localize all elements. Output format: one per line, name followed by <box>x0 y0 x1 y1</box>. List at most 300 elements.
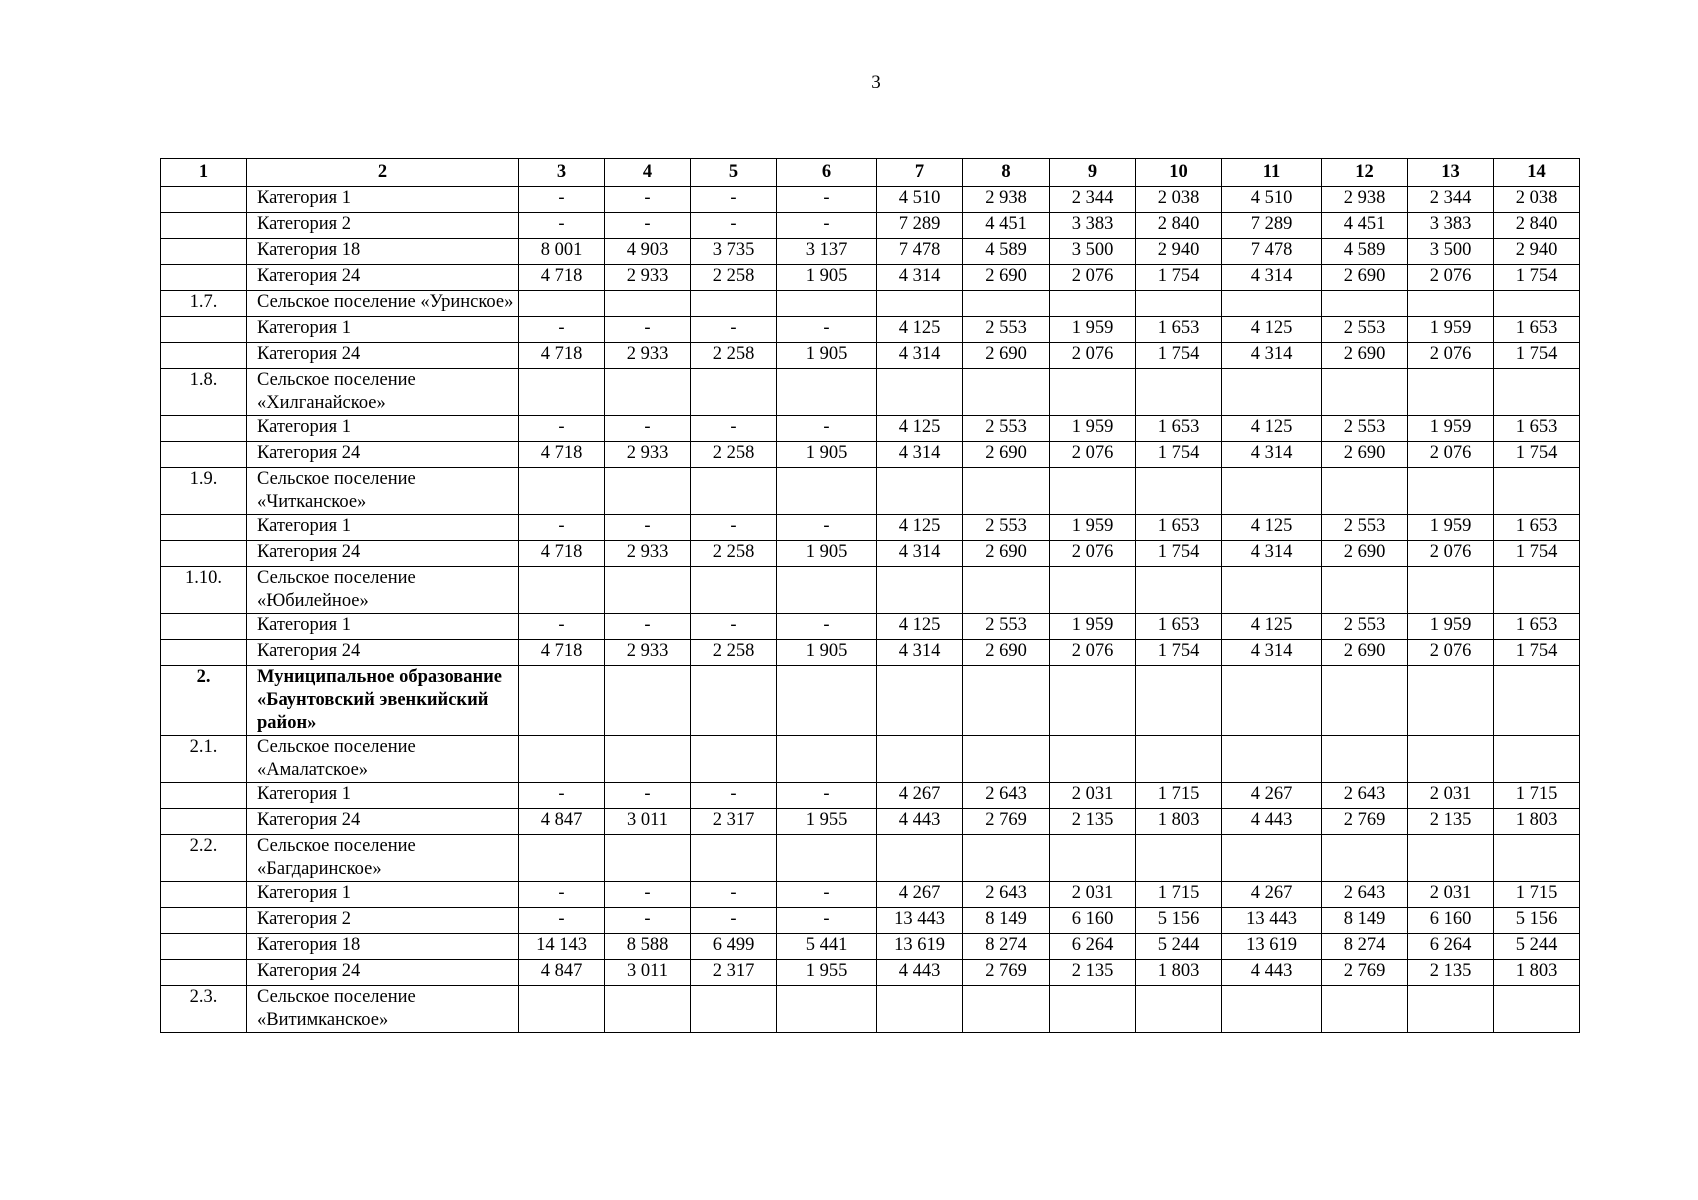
row-number <box>161 239 247 265</box>
value-cell: 2 553 <box>963 416 1050 442</box>
value-cell: 1 803 <box>1136 809 1222 835</box>
value-cell: 2 690 <box>1322 343 1408 369</box>
value-cell <box>777 369 877 416</box>
value-cell: 4 314 <box>1222 442 1322 468</box>
value-cell <box>1136 567 1222 614</box>
value-cell <box>1222 567 1322 614</box>
row-name: Категория 1 <box>247 515 519 541</box>
value-cell: 1 715 <box>1494 882 1580 908</box>
value-cell: - <box>605 515 691 541</box>
value-cell <box>691 835 777 882</box>
value-cell: - <box>691 187 777 213</box>
value-cell: 14 143 <box>519 934 605 960</box>
page-number: 3 <box>871 72 881 93</box>
value-cell: 4 847 <box>519 960 605 986</box>
value-cell: 2 258 <box>691 442 777 468</box>
row-name: Категория 18 <box>247 239 519 265</box>
value-cell: 1 715 <box>1494 783 1580 809</box>
value-cell <box>1222 736 1322 783</box>
value-cell <box>605 291 691 317</box>
value-cell <box>777 468 877 515</box>
value-cell: - <box>777 213 877 239</box>
row-number: 1.7. <box>161 291 247 317</box>
value-cell: 6 499 <box>691 934 777 960</box>
value-cell <box>1136 986 1222 1033</box>
value-cell: 2 076 <box>1408 640 1494 666</box>
table-row <box>161 614 1580 640</box>
row-number <box>161 614 247 640</box>
value-cell: 1 905 <box>777 541 877 567</box>
value-cell: 6 264 <box>1408 934 1494 960</box>
value-cell: 2 769 <box>1322 809 1408 835</box>
value-cell: 1 653 <box>1494 416 1580 442</box>
value-cell <box>519 468 605 515</box>
value-cell: 2 258 <box>691 541 777 567</box>
value-cell: 1 905 <box>777 442 877 468</box>
value-cell: 2 643 <box>963 783 1050 809</box>
value-cell: 2 076 <box>1050 265 1136 291</box>
row-name: Категория 2 <box>247 908 519 934</box>
row-name: Сельское поселение «Читканское» <box>247 468 519 515</box>
value-cell <box>1050 291 1136 317</box>
value-cell: 4 125 <box>1222 416 1322 442</box>
row-number <box>161 882 247 908</box>
value-cell: 2 690 <box>1322 442 1408 468</box>
column-header-8: 8 <box>963 159 1050 187</box>
table-row <box>161 986 1580 1033</box>
value-cell: 5 244 <box>1136 934 1222 960</box>
value-cell <box>519 736 605 783</box>
value-cell <box>777 567 877 614</box>
row-number: 1.10. <box>161 567 247 614</box>
value-cell: - <box>519 908 605 934</box>
value-cell: 1 653 <box>1136 515 1222 541</box>
value-cell <box>1222 986 1322 1033</box>
row-number: 2.1. <box>161 736 247 783</box>
table-row <box>161 369 1580 416</box>
value-cell <box>963 986 1050 1033</box>
value-cell <box>1050 666 1136 736</box>
value-cell <box>691 736 777 783</box>
value-cell: 1 959 <box>1050 515 1136 541</box>
value-cell: 1 754 <box>1136 640 1222 666</box>
value-cell: 3 383 <box>1050 213 1136 239</box>
row-name: Сельское поселение «Хилганайское» <box>247 369 519 416</box>
row-number <box>161 317 247 343</box>
value-cell <box>1050 835 1136 882</box>
value-cell: 1 754 <box>1494 442 1580 468</box>
value-cell: 13 619 <box>1222 934 1322 960</box>
value-cell: 2 933 <box>605 640 691 666</box>
value-cell: 2 076 <box>1408 442 1494 468</box>
row-name: Категория 24 <box>247 265 519 291</box>
value-cell <box>1136 835 1222 882</box>
value-cell: 2 769 <box>963 809 1050 835</box>
value-cell <box>1408 369 1494 416</box>
row-number <box>161 213 247 239</box>
row-name: Сельское поселение «Амалатское» <box>247 736 519 783</box>
value-cell <box>777 291 877 317</box>
row-number <box>161 809 247 835</box>
value-cell: 2 076 <box>1050 343 1136 369</box>
table-row <box>161 317 1580 343</box>
value-cell <box>963 567 1050 614</box>
value-cell: 2 031 <box>1050 882 1136 908</box>
value-cell: 4 125 <box>1222 317 1322 343</box>
value-cell: 1 653 <box>1494 317 1580 343</box>
value-cell <box>1222 835 1322 882</box>
value-cell: 2 940 <box>1494 239 1580 265</box>
table-row <box>161 187 1580 213</box>
column-header-7: 7 <box>877 159 963 187</box>
value-cell: - <box>519 882 605 908</box>
value-cell <box>691 369 777 416</box>
value-cell <box>1050 736 1136 783</box>
column-header-13: 13 <box>1408 159 1494 187</box>
value-cell: - <box>777 187 877 213</box>
value-cell: 2 940 <box>1136 239 1222 265</box>
value-cell: 1 955 <box>777 809 877 835</box>
table-row <box>161 809 1580 835</box>
value-cell: 2 076 <box>1408 265 1494 291</box>
value-cell: - <box>691 317 777 343</box>
value-cell: - <box>519 515 605 541</box>
value-cell: 1 959 <box>1408 416 1494 442</box>
value-cell: - <box>519 213 605 239</box>
value-cell: 1 754 <box>1494 541 1580 567</box>
table-row <box>161 835 1580 882</box>
value-cell: 1 754 <box>1136 343 1222 369</box>
value-cell: 13 443 <box>1222 908 1322 934</box>
value-cell: 4 267 <box>877 882 963 908</box>
value-cell: 8 274 <box>1322 934 1408 960</box>
value-cell: 13 619 <box>877 934 963 960</box>
value-cell <box>963 369 1050 416</box>
value-cell: 2 076 <box>1408 541 1494 567</box>
value-cell: 2 317 <box>691 960 777 986</box>
value-cell: 1 754 <box>1494 343 1580 369</box>
value-cell <box>691 666 777 736</box>
value-cell <box>1494 986 1580 1033</box>
value-cell <box>777 986 877 1033</box>
row-name: Сельское поселение «Багдаринское» <box>247 835 519 882</box>
value-cell <box>1050 468 1136 515</box>
table-row <box>161 265 1580 291</box>
value-cell: 2 553 <box>1322 515 1408 541</box>
value-cell: 4 443 <box>877 809 963 835</box>
value-cell: 2 553 <box>963 515 1050 541</box>
table-row <box>161 934 1580 960</box>
value-cell <box>1408 835 1494 882</box>
value-cell: 2 643 <box>963 882 1050 908</box>
value-cell: 2 769 <box>963 960 1050 986</box>
value-cell: 2 031 <box>1408 783 1494 809</box>
value-cell <box>963 468 1050 515</box>
value-cell: 1 754 <box>1494 640 1580 666</box>
value-cell <box>1408 291 1494 317</box>
value-cell: 7 289 <box>877 213 963 239</box>
row-number <box>161 783 247 809</box>
value-cell <box>877 468 963 515</box>
value-cell <box>877 835 963 882</box>
row-number: 2.2. <box>161 835 247 882</box>
value-cell <box>605 666 691 736</box>
value-cell <box>877 291 963 317</box>
row-number <box>161 640 247 666</box>
value-cell: 2 690 <box>963 640 1050 666</box>
value-cell <box>1136 369 1222 416</box>
value-cell: 2 031 <box>1408 882 1494 908</box>
value-cell: 1 653 <box>1494 614 1580 640</box>
row-name: Категория 24 <box>247 960 519 986</box>
table-row <box>161 515 1580 541</box>
row-name: Категория 24 <box>247 809 519 835</box>
value-cell <box>877 567 963 614</box>
table-row <box>161 213 1580 239</box>
value-cell <box>519 369 605 416</box>
row-name: Категория 1 <box>247 317 519 343</box>
value-cell: 13 443 <box>877 908 963 934</box>
value-cell: 3 735 <box>691 239 777 265</box>
row-name: Сельское поселение «Уринское» <box>247 291 519 317</box>
value-cell <box>1494 291 1580 317</box>
value-cell: 1 653 <box>1136 317 1222 343</box>
value-cell <box>1408 567 1494 614</box>
value-cell: 2 031 <box>1050 783 1136 809</box>
value-cell: 2 135 <box>1408 809 1494 835</box>
value-cell <box>605 468 691 515</box>
value-cell: 3 500 <box>1408 239 1494 265</box>
value-cell: 8 001 <box>519 239 605 265</box>
value-cell: 1 754 <box>1136 265 1222 291</box>
value-cell: - <box>691 882 777 908</box>
value-cell: 4 314 <box>877 640 963 666</box>
value-cell: 2 690 <box>1322 541 1408 567</box>
value-cell <box>777 666 877 736</box>
column-header-9: 9 <box>1050 159 1136 187</box>
value-cell <box>691 291 777 317</box>
value-cell: 2 553 <box>963 317 1050 343</box>
row-name: Категория 18 <box>247 934 519 960</box>
value-cell: - <box>519 416 605 442</box>
value-cell <box>963 666 1050 736</box>
value-cell: 2 553 <box>1322 416 1408 442</box>
value-cell: - <box>519 783 605 809</box>
row-name: Категория 24 <box>247 541 519 567</box>
value-cell: 6 160 <box>1050 908 1136 934</box>
value-cell <box>519 835 605 882</box>
value-cell: 2 135 <box>1408 960 1494 986</box>
value-cell: 5 156 <box>1494 908 1580 934</box>
row-number <box>161 265 247 291</box>
value-cell: 4 267 <box>1222 783 1322 809</box>
value-cell <box>519 291 605 317</box>
value-cell: - <box>519 614 605 640</box>
value-cell <box>1222 291 1322 317</box>
value-cell <box>519 986 605 1033</box>
value-cell: - <box>777 317 877 343</box>
row-name: Категория 1 <box>247 783 519 809</box>
value-cell <box>877 369 963 416</box>
value-cell <box>1050 567 1136 614</box>
value-cell: 4 314 <box>877 442 963 468</box>
table-row <box>161 239 1580 265</box>
value-cell: - <box>691 213 777 239</box>
value-cell <box>1322 835 1408 882</box>
table-row <box>161 416 1580 442</box>
value-cell <box>877 736 963 783</box>
value-cell: 3 011 <box>605 809 691 835</box>
table-body <box>161 187 1580 1033</box>
header-row <box>161 159 1580 187</box>
value-cell: 4 718 <box>519 265 605 291</box>
value-cell <box>1408 986 1494 1033</box>
value-cell: 4 510 <box>1222 187 1322 213</box>
value-cell: 1 653 <box>1136 416 1222 442</box>
row-name: Сельское поселение «Юбилейное» <box>247 567 519 614</box>
column-header-14: 14 <box>1494 159 1580 187</box>
table-row <box>161 541 1580 567</box>
value-cell: 5 156 <box>1136 908 1222 934</box>
value-cell: - <box>605 187 691 213</box>
value-cell: 4 847 <box>519 809 605 835</box>
value-cell: 2 933 <box>605 265 691 291</box>
table-row <box>161 343 1580 369</box>
value-cell: - <box>691 614 777 640</box>
value-cell: 4 510 <box>877 187 963 213</box>
value-cell: 2 933 <box>605 541 691 567</box>
value-cell: 1 955 <box>777 960 877 986</box>
row-name: Категория 2 <box>247 213 519 239</box>
value-cell: 4 125 <box>877 317 963 343</box>
value-cell: - <box>605 213 691 239</box>
table-row <box>161 666 1580 736</box>
value-cell: 4 589 <box>1322 239 1408 265</box>
value-cell <box>963 835 1050 882</box>
value-cell: 1 754 <box>1494 265 1580 291</box>
value-cell: - <box>691 515 777 541</box>
value-cell: - <box>777 908 877 934</box>
value-cell: 2 643 <box>1322 882 1408 908</box>
column-header-2: 2 <box>247 159 519 187</box>
value-cell <box>1408 736 1494 783</box>
value-cell: 2 553 <box>1322 614 1408 640</box>
value-cell: 2 258 <box>691 265 777 291</box>
value-cell <box>1408 666 1494 736</box>
value-cell: 4 589 <box>963 239 1050 265</box>
value-cell: 1 959 <box>1050 416 1136 442</box>
value-cell: 7 478 <box>1222 239 1322 265</box>
value-cell: - <box>605 882 691 908</box>
value-cell: 2 038 <box>1494 187 1580 213</box>
row-number <box>161 442 247 468</box>
value-cell: 4 314 <box>877 265 963 291</box>
value-cell <box>877 986 963 1033</box>
value-cell: 2 317 <box>691 809 777 835</box>
value-cell: 4 718 <box>519 442 605 468</box>
value-cell <box>963 736 1050 783</box>
row-name: Категория 24 <box>247 343 519 369</box>
value-cell: - <box>605 317 691 343</box>
table-row <box>161 783 1580 809</box>
value-cell <box>1136 736 1222 783</box>
value-cell: - <box>605 614 691 640</box>
value-cell: 2 643 <box>1322 783 1408 809</box>
value-cell: 4 125 <box>877 416 963 442</box>
value-cell: 4 443 <box>877 960 963 986</box>
value-cell: - <box>605 908 691 934</box>
value-cell <box>605 567 691 614</box>
value-cell: 4 267 <box>1222 882 1322 908</box>
row-name: Сельское поселение «Витимканское» <box>247 986 519 1033</box>
value-cell: 4 314 <box>1222 541 1322 567</box>
value-cell: 2 690 <box>1322 265 1408 291</box>
value-cell: 2 690 <box>963 541 1050 567</box>
value-cell <box>691 986 777 1033</box>
value-cell: 4 718 <box>519 640 605 666</box>
value-cell: - <box>691 783 777 809</box>
value-cell: 2 938 <box>963 187 1050 213</box>
value-cell: 2 933 <box>605 343 691 369</box>
value-cell: 2 690 <box>963 442 1050 468</box>
row-name: Категория 1 <box>247 614 519 640</box>
value-cell: 4 314 <box>877 541 963 567</box>
value-cell <box>1050 369 1136 416</box>
value-cell: - <box>691 416 777 442</box>
value-cell: 8 274 <box>963 934 1050 960</box>
value-cell: 3 011 <box>605 960 691 986</box>
row-number: 2.3. <box>161 986 247 1033</box>
value-cell: 5 244 <box>1494 934 1580 960</box>
value-cell: 4 314 <box>877 343 963 369</box>
table-row <box>161 736 1580 783</box>
column-header-10: 10 <box>1136 159 1222 187</box>
value-cell: 4 718 <box>519 343 605 369</box>
value-cell: 3 383 <box>1408 213 1494 239</box>
value-cell: 1 905 <box>777 640 877 666</box>
tariff-table <box>160 158 1580 1033</box>
value-cell: 1 715 <box>1136 882 1222 908</box>
value-cell: 3 137 <box>777 239 877 265</box>
value-cell: 4 451 <box>963 213 1050 239</box>
value-cell: - <box>605 783 691 809</box>
value-cell <box>777 835 877 882</box>
value-cell: 4 125 <box>1222 515 1322 541</box>
value-cell <box>1136 468 1222 515</box>
value-cell: 2 076 <box>1050 541 1136 567</box>
value-cell: 2 076 <box>1050 442 1136 468</box>
value-cell <box>1322 567 1408 614</box>
value-cell <box>1494 835 1580 882</box>
value-cell: 4 125 <box>1222 614 1322 640</box>
value-cell: 1 653 <box>1136 614 1222 640</box>
value-cell: 4 125 <box>877 515 963 541</box>
value-cell: - <box>519 317 605 343</box>
value-cell: - <box>777 783 877 809</box>
value-cell: 1 959 <box>1408 614 1494 640</box>
value-cell: - <box>777 614 877 640</box>
value-cell: 4 443 <box>1222 809 1322 835</box>
value-cell: 2 076 <box>1050 640 1136 666</box>
column-header-12: 12 <box>1322 159 1408 187</box>
value-cell: 4 314 <box>1222 640 1322 666</box>
row-number <box>161 515 247 541</box>
value-cell <box>1222 369 1322 416</box>
row-name: Категория 1 <box>247 187 519 213</box>
value-cell <box>1494 666 1580 736</box>
value-cell <box>1322 666 1408 736</box>
value-cell: 8 588 <box>605 934 691 960</box>
